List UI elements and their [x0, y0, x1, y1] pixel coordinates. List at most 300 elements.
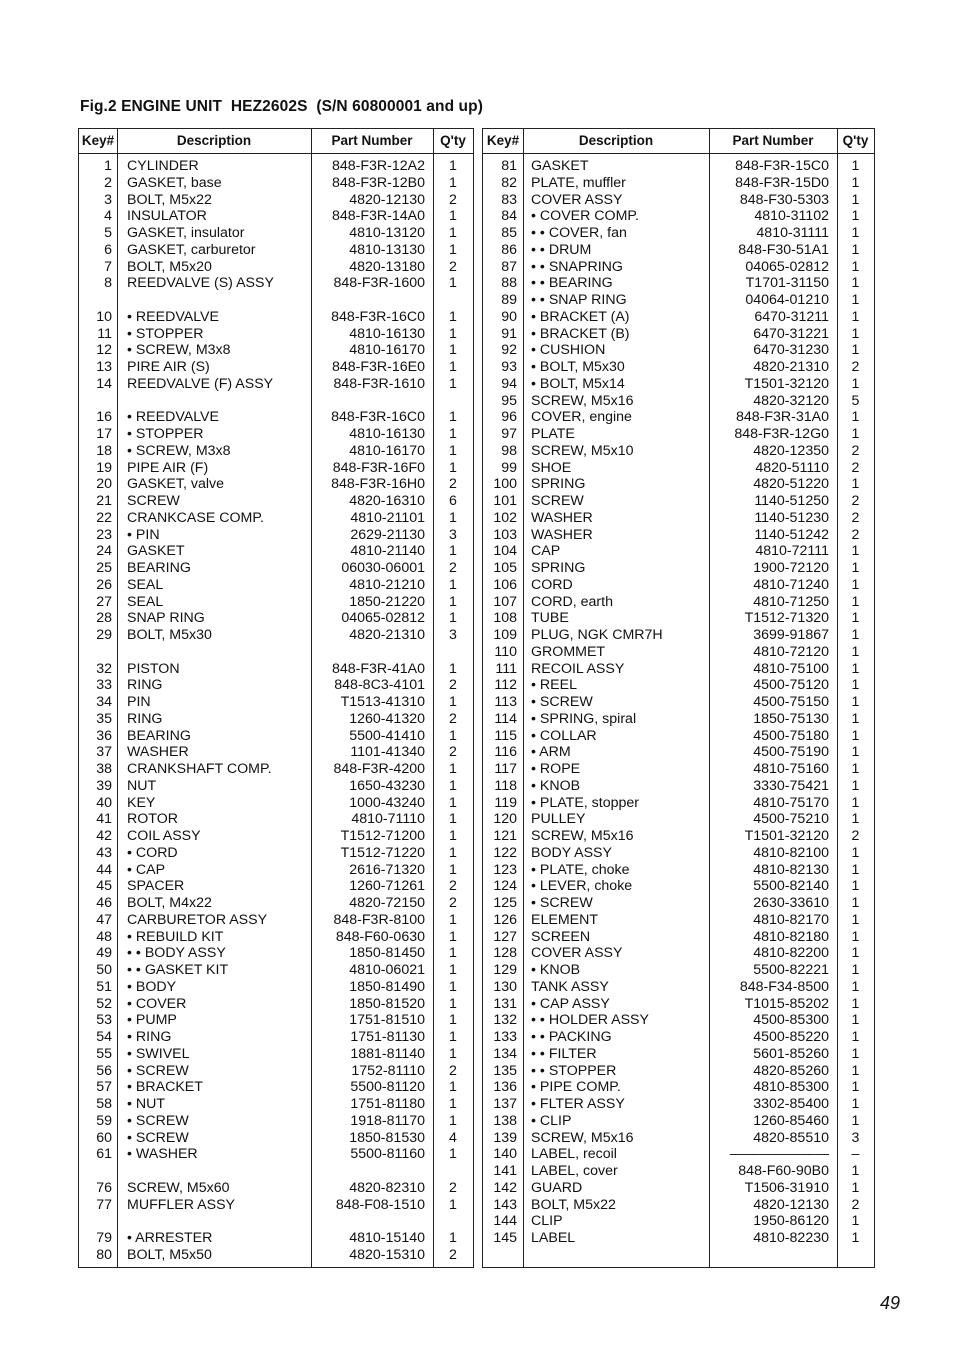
description-cell: COVER ASSY	[531, 191, 623, 208]
part-number-cell: 848-F3R-8100	[333, 911, 425, 928]
qty-cell: 1	[851, 978, 860, 995]
description-cell: • ARM	[531, 744, 571, 761]
key-cell: 5	[104, 225, 112, 241]
part-number-cell: 1650-43230	[349, 777, 425, 794]
description-cell: • PLATE, choke	[531, 861, 630, 878]
description-cell: LABEL, cover	[531, 1163, 618, 1179]
part-number-cell: 4500-75210	[753, 811, 829, 828]
key-cell: 8	[104, 275, 112, 292]
table-row	[483, 393, 874, 410]
description-cell: • REEDVALVE	[127, 409, 219, 426]
description-cell: • • HOLDER ASSY	[531, 1012, 649, 1029]
key-cell: 7	[104, 258, 112, 275]
key-cell: 117	[494, 761, 517, 777]
part-number-cell: 6470-31211	[754, 308, 829, 325]
table-row	[483, 560, 874, 577]
qty-cell: 1	[449, 761, 457, 777]
qty-cell: 1	[851, 945, 860, 962]
key-cell: 84	[501, 208, 517, 225]
description-cell: • SCREW	[531, 895, 593, 911]
qty-cell: 1	[851, 375, 860, 392]
qty-cell: 1	[449, 610, 457, 627]
part-number-cell: 4820-12130	[753, 1196, 829, 1213]
qty-cell: 2	[851, 459, 860, 476]
header-key: Key#	[486, 133, 520, 148]
table-header	[79, 129, 473, 154]
description-cell: • COVER COMP.	[531, 208, 639, 225]
table-row	[79, 644, 473, 661]
table-header	[483, 129, 874, 154]
table-row	[79, 560, 473, 577]
qty-cell: 6	[449, 493, 457, 509]
qty-cell: 2	[851, 359, 860, 375]
qty-cell: 1	[449, 174, 457, 191]
table-row	[79, 443, 473, 460]
qty-cell: 1	[449, 576, 457, 593]
qty-cell: 2	[851, 442, 860, 459]
qty-cell: 1	[851, 694, 860, 710]
description-cell: BOLT, M5x50	[127, 1246, 212, 1263]
description-cell: GASKET	[127, 543, 185, 560]
key-cell: 144	[493, 1213, 517, 1230]
description-cell: • ARRESTER	[127, 1230, 213, 1246]
key-cell: 90	[501, 308, 517, 325]
description-cell: COVER, engine	[531, 409, 632, 426]
table-body	[79, 158, 473, 1264]
part-number-cell: 4820-15310	[349, 1246, 425, 1263]
description-cell: LABEL, recoil	[531, 1146, 617, 1163]
table-row	[483, 158, 874, 175]
part-number-cell: 4810-75170	[753, 794, 829, 811]
part-number-cell: 1850-75130	[753, 710, 829, 727]
part-number-cell: 848-F3R-16F0	[332, 459, 425, 476]
description-cell: • KNOB	[531, 777, 581, 794]
table-row	[483, 225, 874, 242]
qty-cell: 3	[851, 1129, 860, 1146]
description-cell: • FLTER ASSY	[531, 1096, 625, 1112]
qty-cell: 1	[449, 1230, 457, 1246]
description-cell: GROMMET	[531, 643, 606, 660]
part-number-cell: 3699-91867	[753, 627, 829, 643]
qty-cell: 2	[449, 1179, 457, 1196]
part-number-cell: 4810-82100	[753, 844, 829, 861]
qty-cell: 2	[851, 509, 860, 526]
table-row	[483, 1029, 874, 1046]
description-cell: • • COVER, fan	[531, 225, 627, 241]
qty-cell: 1	[851, 426, 860, 442]
table-row	[79, 711, 473, 728]
description-cell: TUBE	[531, 610, 569, 627]
key-cell: 121	[493, 828, 517, 844]
part-number-cell: 4810-75160	[753, 761, 829, 777]
part-number-cell: 848-F3R-4200	[333, 761, 425, 777]
description-cell: PLUG, NGK CMR7H	[531, 627, 663, 643]
key-cell: 55	[96, 1045, 112, 1062]
part-number-cell: 848-F3R-16C0	[331, 409, 425, 426]
description-cell: CYLINDER	[127, 158, 199, 174]
qty-cell: 1	[449, 426, 457, 442]
part-number-cell: 4820-16310	[349, 493, 425, 509]
description-cell: • SCREW	[127, 1112, 189, 1129]
key-cell: 19	[96, 459, 112, 476]
key-cell: 133	[493, 1029, 517, 1045]
part-number-cell: 6470-31221	[753, 325, 829, 342]
description-cell: COIL ASSY	[127, 828, 201, 844]
description-cell: INSULATOR	[127, 208, 207, 225]
table-row	[79, 359, 473, 376]
table-row	[483, 610, 874, 627]
qty-cell: 2	[449, 1246, 457, 1263]
table-row	[483, 845, 874, 862]
qty-cell: 2	[449, 476, 457, 493]
table-row	[79, 1096, 473, 1113]
qty-cell: 1	[449, 325, 457, 342]
part-number-cell: 4810-31102	[754, 208, 829, 225]
description-cell: • • GASKET KIT	[127, 962, 229, 978]
part-number-cell: 06030-06001	[341, 560, 425, 576]
key-cell: 44	[96, 861, 112, 878]
part-number-cell: 848-8C3-4101	[334, 677, 425, 694]
table-row	[483, 460, 874, 477]
qty-cell: 1	[449, 225, 457, 241]
part-number-cell: 848-F3R-1600	[333, 275, 425, 292]
description-cell: • • SNAPRING	[531, 258, 623, 275]
qty-cell: 1	[851, 560, 860, 576]
description-cell: • SCREW, M3x8	[127, 342, 231, 359]
table-row	[79, 1197, 473, 1214]
key-cell: 38	[96, 761, 112, 777]
part-number-cell: 4810-82170	[753, 911, 829, 928]
description-cell: • CUSHION	[531, 342, 606, 359]
qty-cell: 1	[449, 844, 457, 861]
table-row	[483, 376, 874, 393]
description-cell: REEDVALVE (S) ASSY	[127, 275, 274, 292]
key-cell: 106	[493, 576, 517, 593]
description-cell: REEDVALVE (F) ASSY	[127, 375, 274, 392]
description-cell: CRANKSHAFT COMP.	[127, 761, 272, 777]
qty-cell: 2	[851, 493, 860, 509]
table-row	[483, 778, 874, 795]
key-cell: 58	[96, 1096, 112, 1112]
table-row	[79, 1063, 473, 1080]
description-cell: RECOIL ASSY	[531, 660, 625, 677]
qty-cell: 1	[851, 610, 860, 627]
part-number-cell: 4810-21210	[349, 576, 425, 593]
description-cell: SPRING	[531, 560, 586, 576]
table-row	[79, 309, 473, 326]
key-cell: 98	[501, 442, 517, 459]
part-number-cell: 4810-72111	[755, 543, 829, 560]
description-cell: GASKET	[531, 158, 589, 174]
description-cell: • • SNAP RING	[531, 292, 627, 308]
table-row	[79, 460, 473, 477]
qty-cell: 1	[851, 1012, 860, 1029]
qty-cell: 1	[449, 928, 457, 945]
table-row	[79, 761, 473, 778]
qty-cell: 5	[851, 392, 860, 409]
qty-cell: 2	[449, 878, 457, 895]
key-cell: 60	[96, 1129, 112, 1146]
table-row	[79, 1012, 473, 1029]
table-row	[483, 527, 874, 544]
qty-cell: 1	[851, 962, 860, 978]
table-row	[483, 945, 874, 962]
part-number-cell: 1140-51230	[754, 509, 829, 526]
part-number-cell: T1506-31910	[744, 1179, 829, 1196]
qty-cell: 1	[449, 694, 457, 710]
qty-cell: 1	[449, 241, 457, 258]
part-number-cell: 4820-72150	[349, 895, 425, 911]
qty-cell: 1	[449, 978, 457, 995]
key-cell: 124	[493, 878, 517, 895]
part-number-cell: 5500-82140	[753, 878, 829, 895]
part-number-cell: 1000-43240	[349, 794, 425, 811]
key-cell: 40	[96, 794, 112, 811]
key-cell: 41	[96, 811, 112, 828]
key-cell: 135	[493, 1062, 517, 1079]
qty-cell: 1	[851, 794, 860, 811]
qty-cell: 1	[851, 241, 860, 258]
qty-cell: 1	[449, 962, 457, 978]
key-cell: 130	[493, 978, 517, 995]
table-row	[79, 929, 473, 946]
description-cell: COVER ASSY	[531, 945, 623, 962]
table-row	[483, 1012, 874, 1029]
qty-cell: 1	[851, 811, 860, 828]
qty-cell: 1	[851, 225, 860, 241]
key-cell: 131	[493, 995, 517, 1012]
description-cell: • CLIP	[531, 1112, 572, 1129]
table-row	[79, 1029, 473, 1046]
qty-cell: 1	[449, 509, 457, 526]
qty-cell: 2	[449, 677, 457, 694]
part-number-cell: 4810-13120	[349, 225, 425, 241]
description-cell: BOLT, M5x22	[531, 1196, 616, 1213]
qty-cell: –	[851, 1146, 860, 1163]
table-row	[79, 1213, 473, 1230]
key-cell: 36	[96, 727, 112, 744]
description-cell: • • BODY ASSY	[127, 945, 226, 962]
table-row	[483, 627, 874, 644]
qty-cell: 1	[449, 777, 457, 794]
table-row	[79, 510, 473, 527]
key-cell: 34	[96, 694, 112, 710]
table-row	[79, 962, 473, 979]
description-cell: • SCREW	[531, 694, 593, 710]
qty-cell: 1	[449, 945, 457, 962]
qty-cell: 1	[449, 308, 457, 325]
part-number-cell: 4810-75100	[753, 660, 829, 677]
key-cell: 129	[493, 962, 517, 978]
key-cell: 140	[493, 1146, 517, 1163]
qty-cell: 1	[449, 1045, 457, 1062]
header-description: Description	[578, 133, 654, 148]
description-cell: • PUMP	[127, 1012, 177, 1029]
table-row	[483, 728, 874, 745]
part-number-cell: 6470-31230	[753, 342, 829, 359]
qty-cell: 2	[449, 895, 457, 911]
qty-cell: 1	[851, 727, 860, 744]
qty-cell: 1	[851, 844, 860, 861]
description-cell: • ROPE	[531, 761, 581, 777]
table-row	[79, 158, 473, 175]
part-number-cell: 5500-81120	[350, 1079, 425, 1096]
description-cell: • • STOPPER	[531, 1062, 617, 1079]
description-cell: SCREW, M5x16	[531, 828, 634, 844]
table-row	[483, 862, 874, 879]
description-cell: • PIN	[127, 526, 160, 543]
qty-cell: 1	[851, 911, 860, 928]
qty-cell: 1	[851, 1079, 860, 1096]
description-cell: • PLATE, stopper	[531, 794, 640, 811]
header-qty: Q'ty	[440, 133, 466, 148]
key-cell: 118	[494, 777, 517, 794]
part-number-cell: 1752-81110	[351, 1062, 425, 1079]
table-row	[79, 778, 473, 795]
description-cell: BOLT, M4x22	[127, 895, 212, 911]
key-cell: 57	[96, 1079, 112, 1096]
part-number-cell: 1850-81450	[349, 945, 425, 962]
description-cell: • BOLT, M5x30	[531, 359, 625, 375]
part-number-cell: 848-F3R-41A0	[331, 660, 425, 677]
key-cell: 115	[494, 727, 517, 744]
part-number-cell: 848-F34-8500	[739, 978, 829, 995]
part-number-cell: 4810-16130	[349, 325, 425, 342]
qty-cell: 1	[851, 342, 860, 359]
qty-cell: 1	[449, 275, 457, 292]
table-row	[483, 1163, 874, 1180]
header-key: Key#	[81, 133, 115, 148]
qty-cell: 4	[449, 1129, 457, 1146]
qty-cell: 1	[449, 359, 457, 375]
qty-cell: 1	[449, 1196, 457, 1213]
key-cell: 143	[493, 1196, 517, 1213]
table-row	[79, 292, 473, 309]
description-cell: • • PACKING	[531, 1029, 612, 1045]
qty-cell: 1	[851, 174, 860, 191]
part-number-cell: 4820-82310	[349, 1179, 425, 1196]
qty-cell: 2	[851, 526, 860, 543]
qty-cell: 1	[851, 1029, 860, 1045]
table-row	[79, 627, 473, 644]
part-number-cell: 2629-21130	[350, 526, 425, 543]
key-cell: 22	[96, 509, 112, 526]
key-cell: 56	[96, 1062, 112, 1079]
table-row	[79, 744, 473, 761]
table-row	[483, 175, 874, 192]
description-cell: LABEL	[531, 1230, 576, 1246]
part-number-cell: 2630-33610	[753, 895, 829, 911]
description-cell: • SCREW	[127, 1129, 189, 1146]
table-row	[79, 259, 473, 276]
table-row	[483, 1096, 874, 1113]
part-number-cell: 848-F3R-12A2	[331, 158, 425, 174]
part-number-cell: 848-F3R-1610	[333, 375, 425, 392]
qty-cell: 1	[449, 794, 457, 811]
part-number-cell: 4810-06021	[349, 962, 425, 978]
qty-cell: 1	[449, 911, 457, 928]
description-cell: PLATE, muffler	[531, 174, 626, 191]
table-row	[79, 208, 473, 225]
key-cell: 76	[96, 1179, 112, 1196]
table-row	[79, 979, 473, 996]
table-row	[79, 610, 473, 627]
key-cell: 91	[501, 325, 517, 342]
qty-cell: 2	[449, 744, 457, 761]
description-cell: • PIPE COMP.	[531, 1079, 621, 1096]
key-cell: 26	[96, 576, 112, 593]
qty-cell: 2	[449, 1062, 457, 1079]
part-number-cell: 4820-51220	[753, 476, 829, 493]
table-row	[79, 862, 473, 879]
description-cell: BOLT, M5x20	[127, 258, 212, 275]
part-number-cell: 4820-12350	[753, 442, 829, 459]
part-number-cell: 4500-85300	[753, 1012, 829, 1029]
qty-cell: 2	[449, 258, 457, 275]
part-number-cell: 4810-16170	[349, 342, 425, 359]
part-number-cell: T1512-71220	[340, 844, 425, 861]
qty-cell: 1	[851, 643, 860, 660]
key-cell: 100	[493, 476, 517, 493]
part-number-cell: 848-F3R-12B0	[331, 174, 425, 191]
description-cell: SEAL	[127, 576, 164, 593]
qty-cell: 1	[449, 543, 457, 560]
part-number-cell: ———————	[729, 1146, 829, 1163]
part-number-cell: 4810-31111	[756, 225, 829, 241]
part-number-cell: 848-F3R-15D0	[735, 174, 829, 191]
part-number-cell: 1260-71261	[349, 878, 425, 895]
description-cell: • BRACKET (A)	[531, 308, 630, 325]
description-cell: RING	[127, 710, 163, 727]
part-number-cell: 1751-81180	[350, 1096, 425, 1112]
key-cell: 114	[494, 710, 517, 727]
table-row	[79, 376, 473, 393]
key-cell: 80	[96, 1246, 112, 1263]
part-number-cell: 4820-12130	[349, 191, 425, 208]
table-row	[79, 1130, 473, 1147]
table-row	[483, 577, 874, 594]
key-cell: 145	[493, 1230, 517, 1246]
description-cell: TANK ASSY	[531, 978, 609, 995]
table-row	[483, 476, 874, 493]
part-number-cell: 4810-82230	[753, 1230, 829, 1246]
key-cell: 48	[96, 928, 112, 945]
description-cell: BODY ASSY	[531, 844, 612, 861]
description-cell: • SPRING, spiral	[531, 710, 637, 727]
key-cell: 123	[493, 861, 517, 878]
part-number-cell: 5500-81160	[350, 1146, 425, 1163]
part-number-cell: T1512-71320	[744, 610, 829, 627]
part-number-cell: T1501-32120	[744, 375, 829, 392]
qty-cell: 1	[449, 828, 457, 844]
qty-cell: 1	[449, 158, 457, 174]
part-number-cell: 1918-81170	[350, 1112, 425, 1129]
key-cell: 94	[501, 375, 517, 392]
qty-cell: 1	[449, 1029, 457, 1045]
table-row	[483, 1079, 874, 1096]
description-cell: GASKET, insulator	[127, 225, 245, 241]
qty-cell: 1	[449, 409, 457, 426]
description-cell: • BRACKET (B)	[531, 325, 630, 342]
key-cell: 125	[493, 895, 517, 911]
description-cell: GASKET, valve	[127, 476, 224, 493]
part-number-cell: 1900-72120	[753, 560, 829, 576]
table-row	[79, 912, 473, 929]
table-row	[79, 1247, 473, 1264]
key-cell: 17	[96, 426, 112, 442]
description-cell: CORD, earth	[531, 593, 613, 610]
key-cell: 107	[493, 593, 517, 610]
